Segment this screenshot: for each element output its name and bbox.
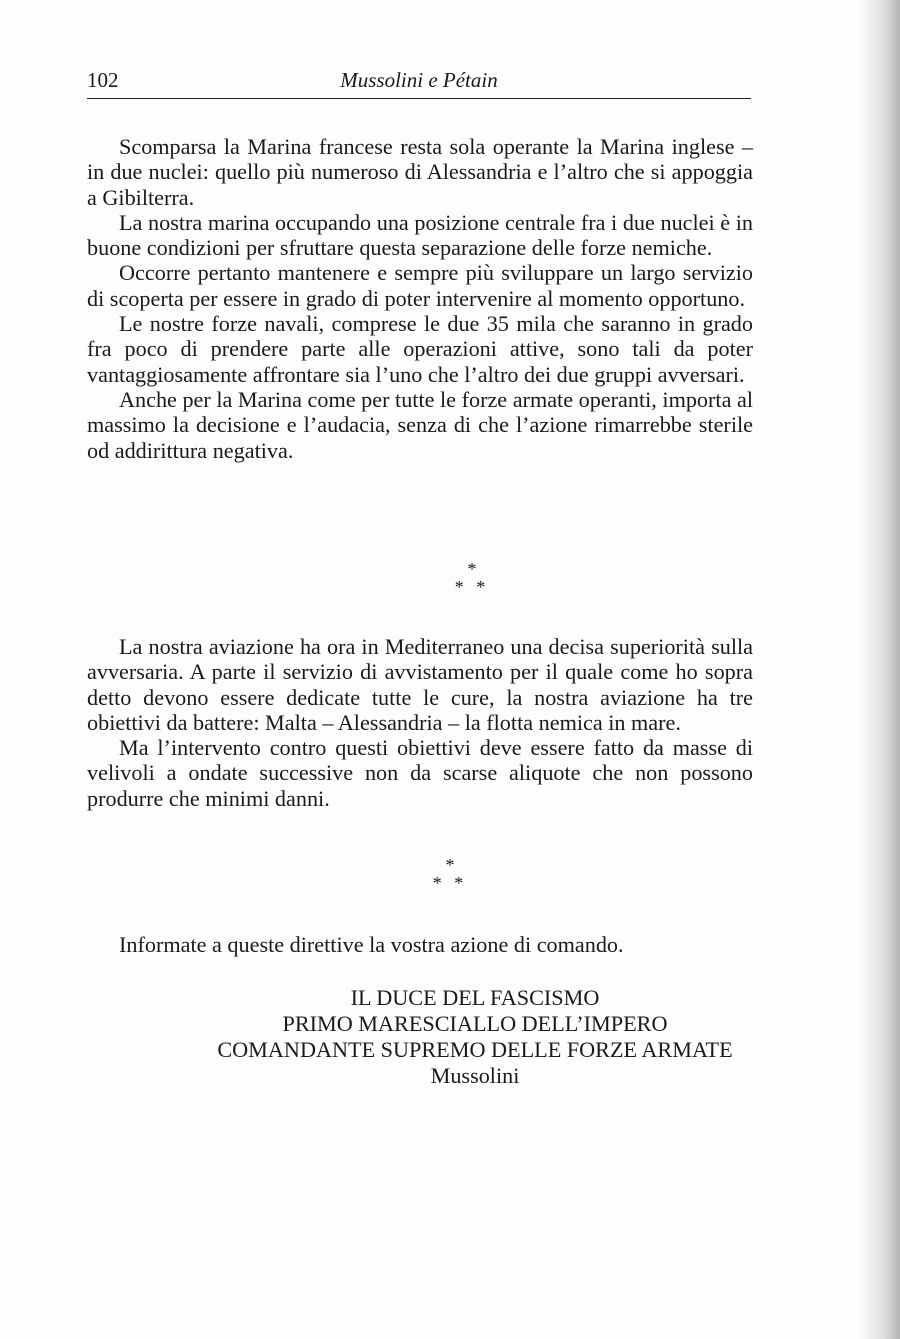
closing-line: Informate a queste direttive la vostra azione di comando.	[119, 932, 624, 957]
separator-star-top: *	[467, 559, 477, 579]
signature-title-1: IL DUCE DEL FASCISMO	[350, 985, 600, 1010]
paragraph: La nostra marina occupando una posizione centrale fra i due nuclei è in buone condizioni per sfruttare questa separazione delle forze nemiche.	[87, 209, 753, 261]
body-text-section-2	[87, 634, 753, 811]
page-binding-shadow	[858, 0, 900, 1339]
page-header	[87, 68, 751, 99]
signature-title-3: COMANDANTE SUPREMO DELLE FORZE ARMATE	[217, 1037, 733, 1062]
running-title: Mussolini e Pétain	[340, 68, 498, 92]
signature-block	[180, 985, 770, 1089]
paragraph: Scomparsa la Marina francese resta sola operante la Marina inglese – in due nuclei: quello più numeroso di Alessandria e l’altro che si appoggia a Gibilterra.	[87, 134, 753, 210]
separator-star-top: *	[445, 855, 455, 875]
paragraph: La nostra aviazione ha ora in Mediterraneo una decisa superiorità sulla avversaria. A parte il servizio di avvistamento per il quale come ho sopra detto devono essere dedicate tutte le cure, la nostra aviazione ha tre obiettivi da battere: Malta – Alessandria – la flotta nemica in mare.	[87, 634, 753, 735]
section-separator	[22, 560, 900, 596]
paragraph: Occorre pertanto mantenere e sempre più sviluppare un largo servizio di scoperta per essere in grado di poter intervenire al momento opportuno.	[87, 260, 753, 311]
paragraph: Le nostre forze navali, comprese le due 35 mila che saranno in grado fra poco di prendere parte alle operazioni attive, sono tali da poter vantaggiosamente affrontare sia l’uno che l’altro dei due gruppi avversari.	[87, 311, 753, 387]
signature-title-2: PRIMO MARESCIALLO DELL’IMPERO	[282, 1011, 668, 1036]
separator-star-bottom: * *	[432, 873, 468, 893]
page-number: 102	[87, 68, 119, 92]
body-text-section-1	[87, 134, 753, 463]
section-separator	[0, 856, 900, 892]
paragraph: Anche per la Marina come per tutte le forze armate operanti, importa al massimo la decisione e l’audacia, senza di che l’azione rimarrebbe sterile od addirittura negativa.	[87, 386, 753, 463]
signature-name: Mussolini	[430, 1063, 520, 1088]
separator-star-bottom: * *	[454, 577, 490, 597]
paragraph: Ma l’intervento contro questi obiettivi deve essere fatto da masse di velivoli a ondate successive non da scarse aliquote che non possono produrre che minimi danni.	[87, 735, 753, 811]
